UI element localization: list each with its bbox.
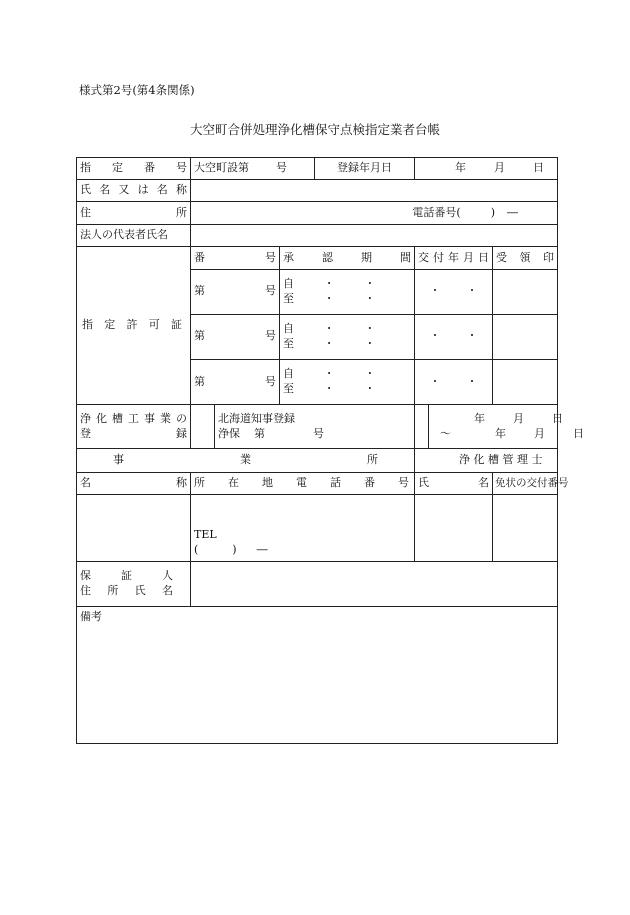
row-remarks [77, 607, 558, 744]
permit-1-go: 号 [265, 284, 276, 298]
septic-from-month: 月 [513, 411, 525, 425]
registration-date-label: 登録年月日 [315, 158, 415, 180]
address-label: 住 所 [77, 202, 191, 225]
row-designation-number [77, 158, 558, 180]
permit-col-issue-date: 交 付 年 月 日 [415, 247, 493, 269]
permit-2-from-dot1: ・ [323, 322, 335, 336]
septic-blank-cell-2[interactable] [415, 405, 429, 449]
permit-1-from: 自 [283, 276, 294, 290]
permit-2-from-dot2: ・ [364, 322, 376, 336]
guarantor-value[interactable] [191, 561, 558, 606]
permit-col-approval-period: 承 認 期 間 [280, 247, 415, 269]
manager-license-value[interactable] [493, 494, 558, 561]
reg-year: 年 [455, 161, 467, 175]
permit-3-dai: 第 [194, 374, 205, 388]
form-number: 様式第2号(第4条関係) [79, 83, 195, 97]
name-label: 氏 名 又 は 名 称 [77, 180, 191, 202]
permit-header-row [77, 247, 558, 269]
guarantor-line1: 保 証 人 [80, 569, 173, 583]
septic-reg-prefix: 浄保 [218, 426, 240, 440]
phone-label: 電話番号( [412, 205, 461, 219]
permit-1-number[interactable] [191, 269, 280, 314]
row-address [77, 202, 558, 225]
permit-1-dai: 第 [194, 284, 205, 298]
office-col-name: 名 称 [77, 472, 191, 494]
permit-3-to-dot2: ・ [364, 382, 376, 396]
septic-label-line1: 浄化槽工事業の [80, 411, 187, 425]
designation-prefix: 大空町設第 [194, 161, 249, 175]
permit-2-go: 号 [265, 329, 276, 343]
registration-date-value[interactable] [415, 158, 558, 180]
septic-blank-cell[interactable] [191, 405, 215, 449]
permit-2-to-dot2: ・ [364, 336, 376, 350]
row-office-data [77, 494, 558, 561]
septic-label-line2: 登 録 [80, 426, 187, 440]
permit-2-to-dot1: ・ [323, 336, 335, 350]
permit-3-from: 自 [283, 367, 294, 381]
permit-2-issue-date[interactable] [415, 314, 493, 359]
permit-1-issue-date[interactable] [415, 269, 493, 314]
remarks-label: 備考 [80, 610, 102, 624]
remarks-area[interactable] [77, 607, 558, 744]
permit-3-issue-dot2: ・ [466, 374, 478, 388]
guarantor-label [77, 561, 191, 606]
septic-wave: ～ [440, 426, 452, 440]
reg-day: 日 [533, 161, 545, 175]
row-guarantor [77, 561, 558, 606]
permit-1-issue-dot1: ・ [429, 284, 441, 298]
designation-suffix: 号 [276, 161, 288, 175]
permit-1-period[interactable] [280, 269, 415, 314]
permit-2-issue-dot1: ・ [429, 329, 441, 343]
office-col-location-phone: 所 在 地 電 話 番 号 [191, 472, 415, 494]
permit-col-number: 番 号 [191, 247, 280, 269]
row-name [77, 180, 558, 202]
permit-col-receipt-seal: 受 領 印 [493, 247, 558, 269]
tel-paren-open: ( [194, 543, 199, 557]
septic-to-year: 年 [495, 426, 507, 440]
manager-header: 浄 化 槽 管 理 士 [415, 449, 558, 472]
reg-month: 月 [494, 161, 506, 175]
manager-col-name: 氏 名 [415, 472, 493, 494]
office-header: 事 業 所 [77, 449, 415, 472]
septic-from-day: 日 [552, 411, 564, 425]
phone-paren-close: ) [490, 205, 496, 219]
permit-1-from-dot1: ・ [323, 276, 335, 290]
permit-3-issue-date[interactable] [415, 359, 493, 404]
permit-1-to-dot1: ・ [323, 291, 335, 305]
permit-3-from-dot1: ・ [323, 367, 335, 381]
septic-reg-go: 号 [313, 426, 324, 440]
tel-dash: ― [256, 543, 268, 557]
office-location-phone-value[interactable] [191, 494, 415, 561]
representative-label: 法人の代表者氏名 [77, 225, 191, 247]
designation-number-value[interactable] [191, 158, 315, 180]
permit-3-issue-dot1: ・ [429, 374, 441, 388]
septic-from-year: 年 [474, 411, 486, 425]
guarantor-line2: 住 所 氏 名 [80, 584, 173, 598]
septic-to-day: 日 [573, 426, 585, 440]
permit-3-go: 号 [265, 374, 276, 388]
tel-label: TEL [194, 528, 217, 542]
permit-3-to-dot1: ・ [323, 382, 335, 396]
address-value[interactable] [191, 202, 558, 225]
permit-3-to: 至 [283, 382, 294, 396]
septic-to-month: 月 [534, 426, 546, 440]
permit-3-from-dot2: ・ [364, 367, 376, 381]
name-value[interactable] [191, 180, 558, 202]
row-septic-registration [77, 405, 558, 449]
tel-paren-close: ) [232, 543, 237, 557]
phone-dash: ― [507, 205, 519, 219]
permit-1-to-dot2: ・ [364, 291, 376, 305]
permit-2-number[interactable] [191, 314, 280, 359]
permit-1-seal[interactable] [493, 269, 558, 314]
permit-2-seal[interactable] [493, 314, 558, 359]
permit-1-to: 至 [283, 291, 294, 305]
designation-number-label: 指 定 番 号 [77, 158, 191, 180]
manager-name-value[interactable] [415, 494, 493, 561]
septic-reg-dai: 第 [254, 426, 265, 440]
permit-3-seal[interactable] [493, 359, 558, 404]
permit-3-period[interactable] [280, 359, 415, 404]
row-office-header [77, 449, 558, 472]
permit-2-period[interactable] [280, 314, 415, 359]
permit-2-from: 自 [283, 322, 294, 336]
representative-value[interactable] [191, 225, 558, 247]
permit-2-issue-dot2: ・ [466, 329, 478, 343]
permit-2-dai: 第 [194, 329, 205, 343]
ledger-table [76, 157, 585, 744]
permit-1-from-dot2: ・ [364, 276, 376, 290]
manager-col-license-number: 免状の交付番号 [493, 472, 558, 494]
permit-1-issue-dot2: ・ [466, 284, 478, 298]
office-name-value[interactable] [77, 494, 191, 561]
permit-3-number[interactable] [191, 359, 280, 404]
septic-reg-line1: 北海道知事登録 [218, 411, 295, 425]
septic-label [77, 405, 191, 449]
row-office-columns [77, 472, 558, 494]
document-title: 大空町合併処理浄化槽保守点検指定業者台帳 [189, 122, 440, 137]
permit-section-label: 指 定 許 可 証 [77, 247, 191, 405]
septic-period[interactable] [429, 405, 585, 449]
row-representative [77, 225, 558, 247]
septic-registration-number[interactable] [215, 405, 415, 449]
permit-2-to: 至 [283, 336, 294, 350]
